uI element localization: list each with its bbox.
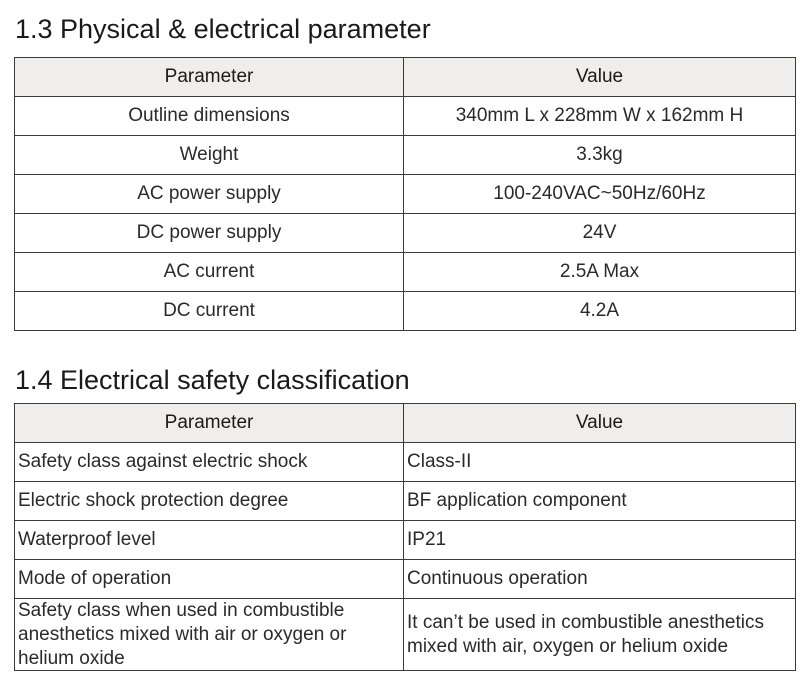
table-row — [15, 560, 796, 599]
table-row — [15, 521, 796, 560]
parameter-cell: Safety class against electric shock — [15, 443, 404, 482]
table-row — [15, 599, 796, 671]
table-row — [15, 253, 796, 292]
table-row — [15, 482, 796, 521]
table-row — [15, 97, 796, 136]
value-cell: IP21 — [404, 521, 796, 560]
column-header-value: Value — [404, 404, 796, 443]
value-cell: 2.5A Max — [404, 253, 796, 292]
column-header-value: Value — [404, 58, 796, 97]
parameter-cell: Mode of operation — [15, 560, 404, 599]
parameter-cell: AC power supply — [15, 175, 404, 214]
column-header-parameter: Parameter — [15, 58, 404, 97]
table-header-row — [15, 58, 796, 97]
parameter-cell: Weight — [15, 136, 404, 175]
table-header-row — [15, 404, 796, 443]
safety-classification-table — [14, 403, 796, 671]
value-cell: It can’t be used in combustible anesthetics mixed with air, oxygen or helium oxide — [404, 599, 796, 671]
table-row — [15, 443, 796, 482]
value-cell: 24V — [404, 214, 796, 253]
parameter-cell: Safety class when used in combustible anesthetics mixed with air or oxygen or helium oxide — [15, 599, 404, 671]
value-cell: Continuous operation — [404, 560, 796, 599]
parameter-cell: DC power supply — [15, 214, 404, 253]
value-cell: 3.3kg — [404, 136, 796, 175]
table-row — [15, 214, 796, 253]
parameter-cell: AC current — [15, 253, 404, 292]
parameter-cell: DC current — [15, 292, 404, 331]
value-cell: 340mm L x 228mm W x 162mm H — [404, 97, 796, 136]
section-title-physical: 1.3 Physical & electrical parameter — [15, 14, 431, 44]
value-cell: BF application component — [404, 482, 796, 521]
section-title-safety: 1.4 Electrical safety classification — [15, 365, 410, 395]
value-cell: 100-240VAC~50Hz/60Hz — [404, 175, 796, 214]
value-cell: Class-II — [404, 443, 796, 482]
parameter-cell: Waterproof level — [15, 521, 404, 560]
parameter-cell: Outline dimensions — [15, 97, 404, 136]
table-row — [15, 292, 796, 331]
value-cell: 4.2A — [404, 292, 796, 331]
column-header-parameter: Parameter — [15, 404, 404, 443]
table-row — [15, 175, 796, 214]
table-row — [15, 136, 796, 175]
parameter-cell: Electric shock protection degree — [15, 482, 404, 521]
physical-parameter-table — [14, 57, 796, 331]
